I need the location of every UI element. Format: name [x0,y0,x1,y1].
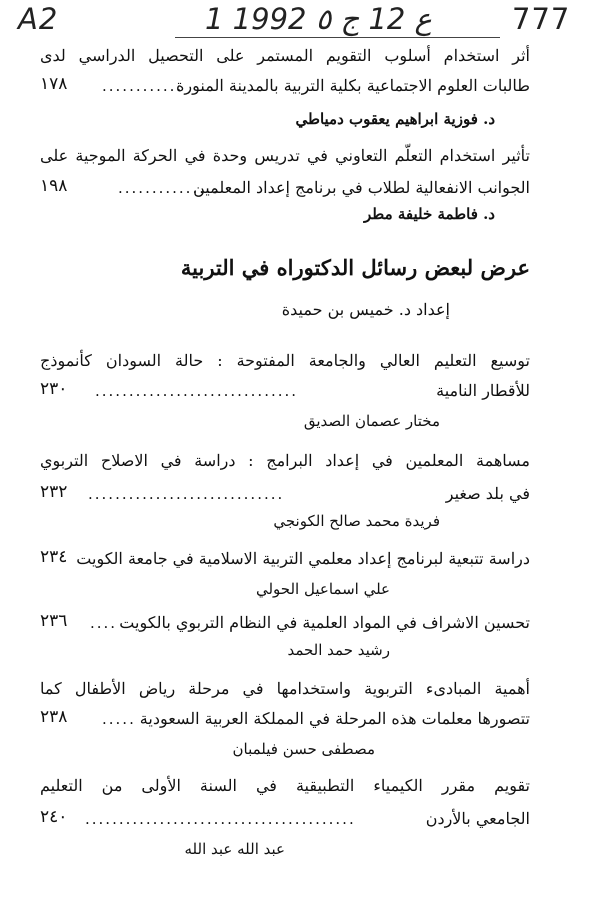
leader-dots: ............... [118,179,220,197]
page-number: ٢٣٢ [40,482,68,502]
entry-title-line: تتصورها معلمات هذه المرحلة في المملكة العربية السعودية [139,709,530,728]
leader-dots: ........................................ [85,810,356,828]
entry-title-line: مساهمة المعلمين في إعداد البرامج : دراسة في الاصلاح التربوي [40,451,530,470]
page-number: ٢٣٠ [40,379,68,399]
leader-dots: ............................. [88,485,285,503]
entry-title-line: الجوانب الانفعالية لطلاب في برنامج إعداد المعلمين [193,178,530,197]
entry-title-line: الجامعي بالأردن [425,809,530,828]
entry-author: علي اسماعيل الحولي [255,580,390,598]
entry-title-line: في بلد صغير [445,484,530,503]
leader-dots: .... [90,614,118,632]
entry-title-line: تقويم مقرر الكيمياء التطبيقية في السنة الأولى من التعليم [40,776,530,795]
handwritten-date: 1 ع 12 ج ٥ 1992 [205,2,432,36]
entry-author: مختار عصمان الصديق [303,412,440,430]
entry-author: رشيد حمد الحمد [287,641,390,659]
leader-dots: ..... [102,710,136,728]
handwritten-underline [175,37,500,38]
entry-title-line: توسيع التعليم العالي والجامعة المفتوحة : حالة السودان كأنموذج [40,351,530,370]
page-number: ٢٣٦ [40,611,68,631]
section-title: عرض لبعض رسائل الدكتوراه في التربية [180,255,530,280]
entry-author: فريدة محمد صالح الكونجي [273,512,440,530]
page-number: ٢٣٤ [40,547,68,567]
entry-author: مصطفى حسن فيلمبان [232,740,375,758]
section-preparer: إعداد د. خميس بن حميدة [281,300,450,319]
entry-author: د. فوزية ابراهيم يعقوب دمياطي [295,110,495,128]
handwritten-code: A2 [18,2,59,36]
page-number: ١٩٨ [40,176,68,196]
entry-title-line: دراسة تتبعية لبرنامج إعداد معلمي التربية الاسلامية في جامعة الكويت [76,549,530,568]
entry-title-line: أهمية المبادىء التربوية واستخدامها في مرحلة رياض الأطفال كما [40,679,530,698]
entry-title-line: تحسين الاشراف في المواد العلمية في النظام التربوي بالكويت [119,613,530,632]
entry-title-line: طالبات العلوم الاجتماعية بكلية التربية بالمدينة المنورة [176,76,530,95]
entry-author: د. فاطمة خليفة مطر [364,205,495,223]
entry-title-line: أثر استخدام أسلوب التقويم المستمر على التحصيل الدراسي لدى [40,46,530,65]
entry-title-line: للأقطار النامية [436,381,530,400]
entry-author: عبد الله عبد الله [184,840,285,858]
leader-dots: ............ [102,77,184,95]
page-number: ١٧٨ [40,74,68,94]
page-number: ٢٤٠ [40,807,68,827]
leader-dots: .............................. [95,382,299,400]
entry-title-line: تأثير استخدام التعلّم التعاوني في تدريس وحدة في الحركة الموجية على [40,146,530,165]
handwritten-number: 777 [512,2,571,36]
page-number: ٢٣٨ [40,707,68,727]
